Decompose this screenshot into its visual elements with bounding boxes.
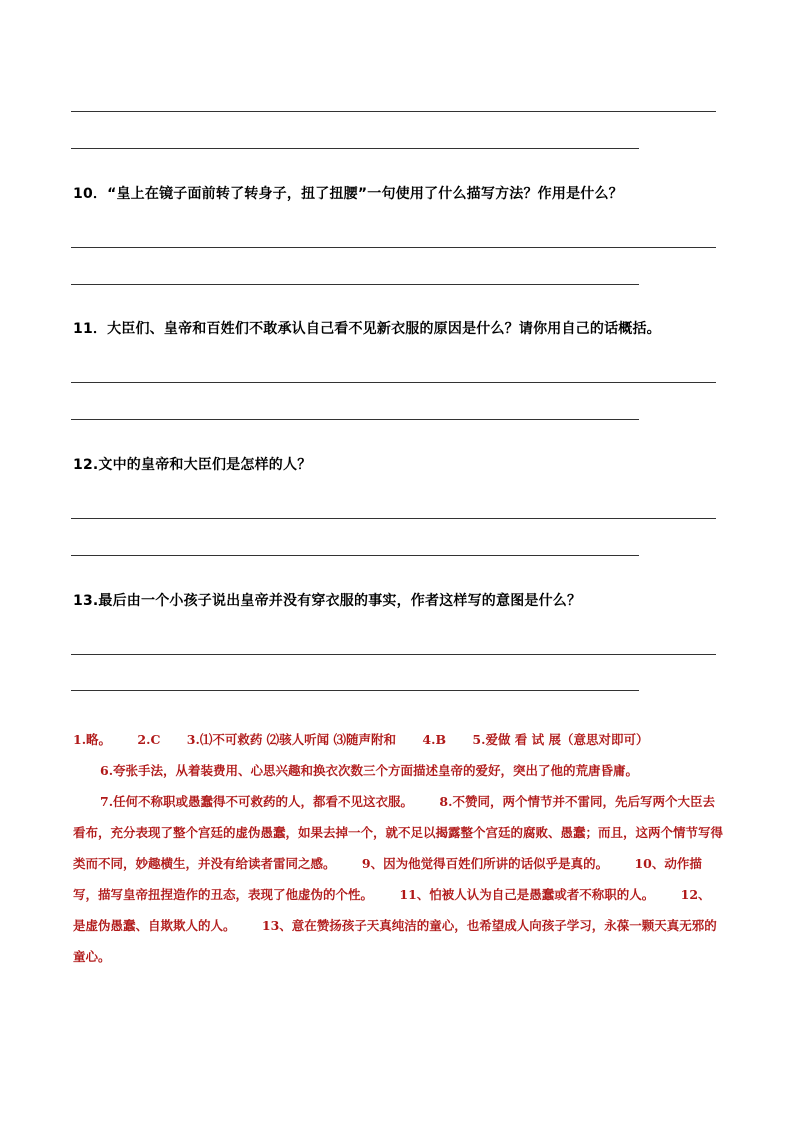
question-12: 12.文中的皇帝和大臣们是怎样的人？ [73, 457, 312, 473]
answer-2: 2.C [137, 732, 161, 747]
answer-3: 3.⑴不可救药 ⑵骇人听闻 ⑶随声附和 [186, 732, 397, 747]
answer-9: 9、因为他觉得百姓们所讲的话似乎是真的。 [361, 856, 609, 871]
answer-10: 10、动作描写，描写皇帝扭捏造作的丑态，表现了他虚伪的个性。 [73, 856, 702, 902]
answer-line [71, 247, 716, 248]
answer-12: 12、是虚伪愚蠢、自欺欺人的人。 [73, 887, 711, 933]
answer-4: 4.B [422, 732, 447, 747]
answer-key [73, 724, 723, 972]
answer-8: 8.不赞同，两个情节并不雷同，先后写两个大臣去看布，充分表现了整个宫廷的虚伪愚蠢，如果去掉一个，就不足以揭露整个宫廷的腐败、愚蠢；而且，这两个情节写得类而不同，妙趣横生，并没有给读者雷同之感。 [73, 794, 724, 871]
answer-13: 13、意在赞扬孩子天真纯洁的童心，也希望成人向孩子学习，永葆一颗天真无邪的童心。 [73, 918, 717, 964]
answer-11: 11、怕被人认为自己是愚蠢或者不称职的人。 [399, 887, 655, 902]
answer-7: 7.任何不称职或愚蠢得不可救药的人，都看不见这衣服。 [100, 794, 414, 809]
answer-line [71, 555, 639, 556]
answer-line [71, 690, 639, 691]
answer-6: 6.夸张手法，从着装费用、心思兴趣和换衣次数三个方面描述皇帝的爱好，突出了他的荒唐昏庸。 [100, 763, 639, 778]
answer-line [71, 148, 639, 149]
answer-line [71, 382, 716, 383]
answer-1: 1.略。 [73, 732, 112, 747]
question-10: 10．“皇上在镜子面前转了转身子，扭了扭腰”一句使用了什么描写方法？作用是什么？ [73, 186, 623, 202]
answer-5: 5.爱做 看 试 展（意思对即可） [472, 732, 649, 747]
answer-line [71, 419, 639, 420]
answer-line [71, 654, 716, 655]
question-11: 11．大臣们、皇帝和百姓们不敢承认自己看不见新衣服的原因是什么？请你用自己的话概括。 [73, 321, 661, 337]
answer-line [71, 111, 716, 112]
question-13: 13.最后由一个小孩子说出皇帝并没有穿衣服的事实，作者这样写的意图是什么？ [73, 593, 582, 609]
answer-line [71, 284, 639, 285]
answer-line [71, 518, 716, 519]
